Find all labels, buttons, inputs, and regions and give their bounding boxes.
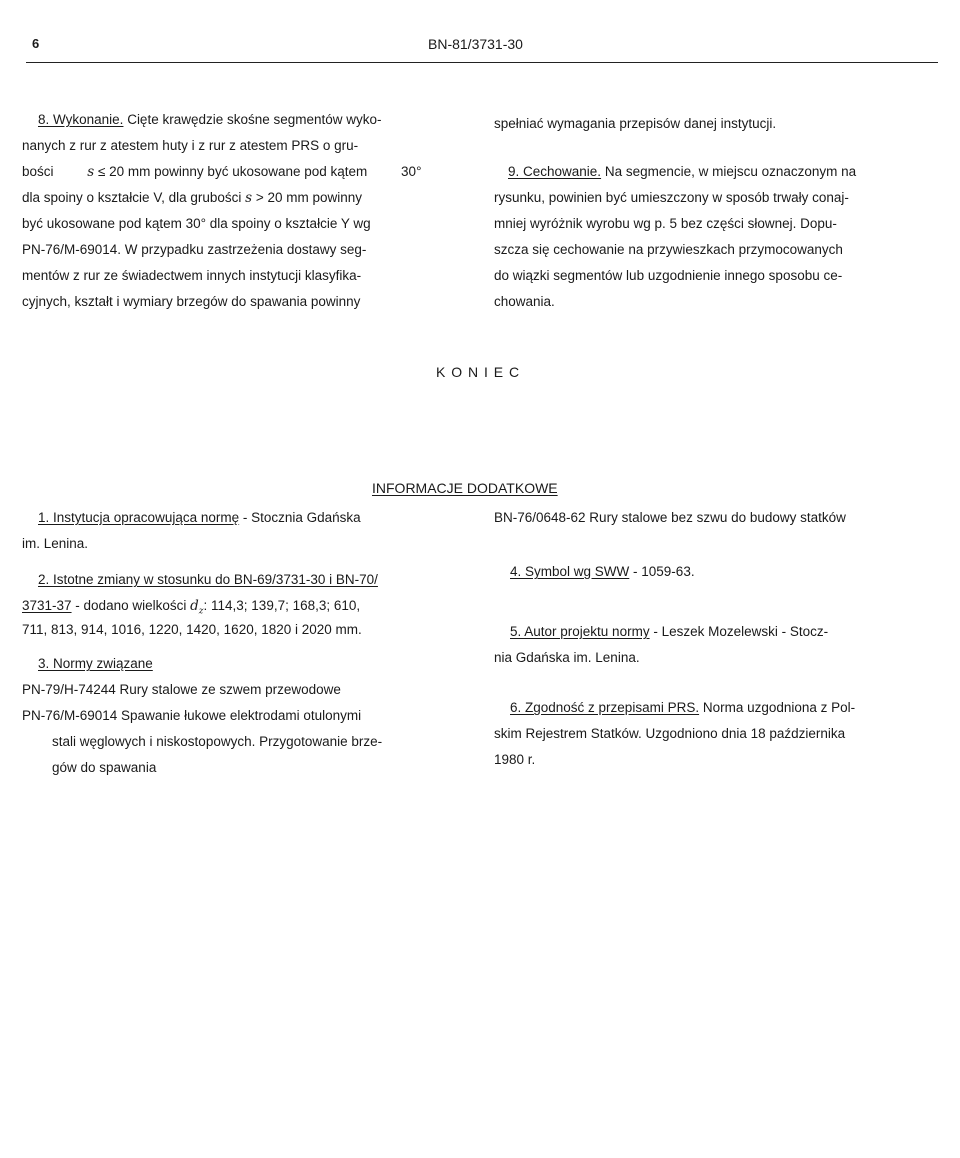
info-s5-line-2: nia Gdańska im. Lenina. (494, 650, 640, 665)
left-line-4 (22, 190, 362, 206)
left-line-3-a: bości (22, 164, 54, 179)
header-rule (26, 62, 938, 63)
info-s5-heading: 5. Autor projektu normy (510, 624, 650, 639)
right-line-2-text: Na segmencie, w miejscu oznaczonym na (601, 164, 857, 179)
info-title: INFORMACJE DODATKOWE (372, 480, 558, 496)
right-line-1: spełniać wymagania przepisów danej instytucji. (494, 116, 777, 131)
info-s1-text: - Stocznia Gdańska (239, 510, 361, 525)
right-line-6: do wiązki segmentów lub uzgodnienie innego sposobu ce- (494, 268, 843, 283)
info-s2-heading-a: 2. Istotne zmiany w stosunku do BN-69/3731-30 i BN-70/ (38, 572, 378, 587)
left-line-6: PN-76/M-69014. W przypadku zastrzeżenia dostawy seg- (22, 242, 367, 257)
left-line-3 (22, 164, 421, 180)
info-s5-line-1 (510, 624, 828, 640)
info-related-standard: BN-76/0648-62 Rury stalowe bez szwu do budowy statków (494, 510, 846, 525)
info-s3-line-2: PN-76/M-69014 Spawanie łukowe elektrodami otulonymi (22, 708, 362, 723)
info-s1-line-2: im. Lenina. (22, 536, 89, 551)
info-s3-line-1: PN-79/H-74244 Rury stalowe ze szwem przewodowe (22, 682, 341, 697)
info-s2-text-a: - dodano wielkości (71, 598, 191, 613)
symbol-s-2: s (245, 190, 253, 206)
section-9-heading: 9. Cechowanie. (508, 164, 602, 179)
info-s4-line (510, 564, 695, 580)
info-s4-heading: 4. Symbol wg SWW (510, 564, 630, 579)
info-s6-line-2: skim Rejestrem Statków. Uzgodniono dnia 18 października (494, 726, 846, 741)
right-line-4: mniej wyróżnik wyrobu wg p. 5 bez części słownej. Dopu- (494, 216, 837, 231)
info-s2-heading-b: 3731-37 (22, 598, 72, 613)
right-line-7: chowania. (494, 294, 555, 309)
left-line-7: mentów z rur ze świadectwem innych instytucji klasyfika- (22, 268, 362, 283)
info-s3-line-4: gów do spawania (52, 760, 157, 775)
info-s2-line-2 (22, 598, 360, 620)
info-s3-heading-line (38, 656, 153, 672)
page-number: 6 (32, 36, 40, 51)
left-line-5: być ukosowane pod kątem 30° dla spoiny o kształcie Y wg (22, 216, 371, 231)
info-s3-heading: 3. Normy związane (38, 656, 153, 671)
info-s6-text: Norma uzgodniona z Pol- (699, 700, 856, 715)
left-line-3-angle: 30° (401, 164, 422, 179)
info-s2-line-1 (38, 572, 378, 588)
info-s1-line-1 (38, 510, 361, 526)
right-line-5: szcza się cechowanie na przywieszkach przymocowanych (494, 242, 843, 257)
left-line-4-a: dla spoiny o kształcie V, dla grubości (22, 190, 242, 205)
info-s1-heading: 1. Instytucja opracowująca normę (38, 510, 240, 525)
info-s4-text: - 1059-63. (629, 564, 695, 579)
info-s6-line-3: 1980 r. (494, 752, 536, 767)
document-id: BN-81/3731-30 (428, 36, 523, 52)
end-marker: K O N I E C (436, 364, 521, 380)
left-line-4-b: > 20 mm powinny (255, 190, 363, 205)
info-s5-text: - Leszek Mozelewski - Stocz- (649, 624, 829, 639)
info-s2-text-b: : 114,3; 139,7; 168,3; 610, (203, 598, 361, 613)
right-line-2 (508, 164, 856, 180)
info-s6-line-1 (510, 700, 855, 716)
symbol-d: d (190, 598, 199, 614)
section-8-heading: 8. Wykonanie. (38, 112, 124, 127)
symbol-d-subscript: z (198, 606, 204, 617)
left-line-8: cyjnych, kształt i wymiary brzegów do spawania powinny (22, 294, 361, 309)
info-s2-line-3: 711, 813, 914, 1016, 1220, 1420, 1620, 1820 i 2020 mm. (22, 622, 362, 637)
symbol-s: s (87, 164, 95, 180)
right-line-3: rysunku, powinien być umieszczony w sposób trwały conaj- (494, 190, 849, 205)
left-line-1-text: Cięte krawędzie skośne segmentów wyko- (123, 112, 382, 127)
left-line-3-b: ≤ 20 mm powinny być ukosowane pod kątem (97, 164, 368, 179)
info-s6-heading: 6. Zgodność z przepisami PRS. (510, 700, 700, 715)
left-line-1 (38, 112, 382, 128)
left-line-2: nanych z rur z atestem huty i z rur z atestem PRS o gru- (22, 138, 359, 153)
info-s3-line-3: stali węglowych i niskostopowych. Przygotowanie brze- (52, 734, 383, 749)
